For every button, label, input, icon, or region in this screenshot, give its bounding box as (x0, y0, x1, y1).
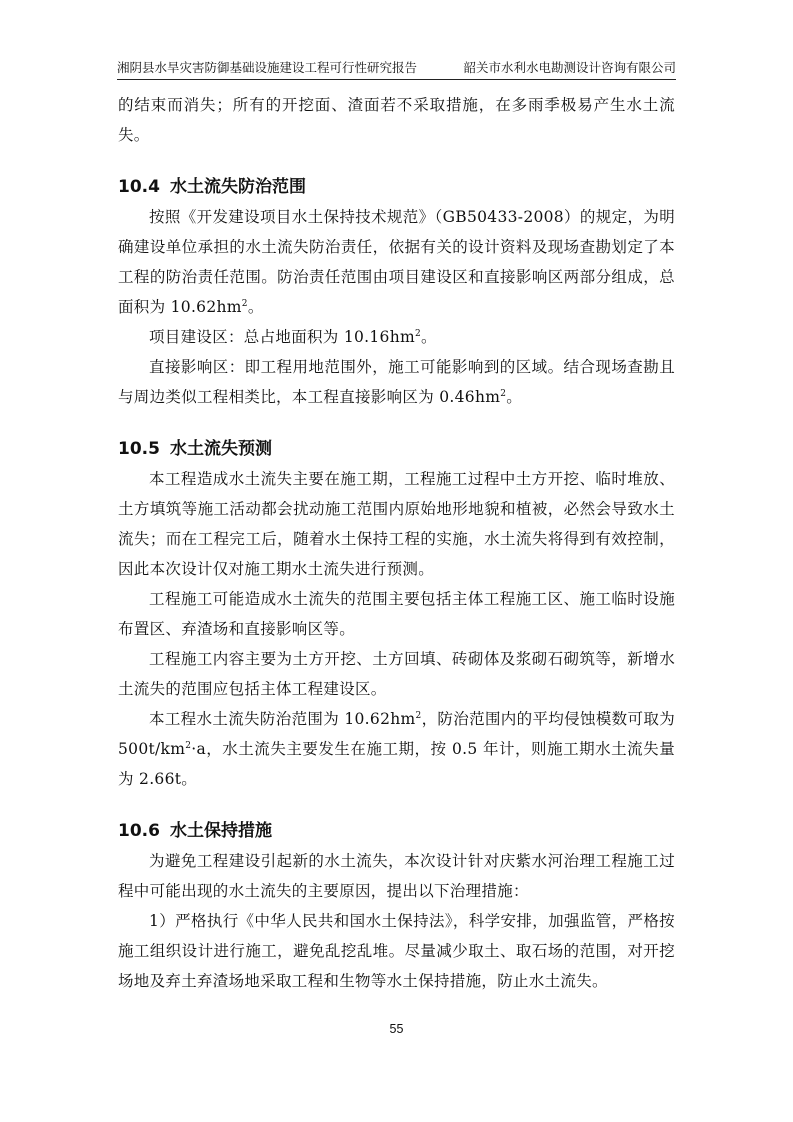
s105-paragraph-4 (118, 704, 675, 794)
text: 本工程水土流失防治范围为 10.62hm (149, 710, 416, 728)
text: 按照《开发建设项目水土保持技术规范》（GB50433-2008）的规定，为明确建设单位承担的水土流失防治责任，依据有关的设计资料及现场查勘划定了本工程的防治责任范围。防治责任范围由项目建设区和直接影响区两部分组成，总面积为 10.62hm (118, 208, 675, 316)
section-title: 水土流失预测 (169, 439, 272, 459)
section-number: 10.6 (118, 821, 160, 841)
superscript: 2 (185, 740, 192, 751)
section-title: 水土流失防治范围 (169, 177, 306, 197)
section-title: 水土保持措施 (169, 821, 272, 841)
header-right-company: 韶关市水利水电勘测设计咨询有限公司 (463, 60, 676, 75)
s105-paragraph-2: 工程施工可能造成水土流失的范围主要包括主体工程施工区、施工临时设施布置区、弃渣场和直接影响区等。 (118, 590, 675, 638)
text: 直接影响区：即工程用地范围外，施工可能影响到的区域。结合现场查勘且与周边类似工程相类比，本工程直接影响区为 0.46hm (118, 358, 675, 406)
section-number: 10.5 (118, 439, 160, 459)
s104-paragraph-2 (118, 322, 675, 352)
text: 项目建设区：总占地面积为 10.16hm (149, 328, 415, 346)
header-left-title: 湘阴县水旱灾害防御基础设施建设工程可行性研究报告 (117, 60, 418, 75)
superscript: 2 (415, 710, 422, 721)
section-10-6-heading (118, 816, 675, 846)
s105-paragraph-1: 本工程造成水土流失主要在施工期，工程施工过程中土方开挖、临时堆放、土方填筑等施工活动都会扰动施工范围内原始地形地貌和植被，必然会导致水土流失；而在工程完工后，随着水土保持工程的实施，水土流失将得到有效控制，因此本次设计仅对施工期水土流失进行预测。 (118, 470, 675, 578)
page-header (117, 54, 676, 80)
s106-paragraph-1: 为避免工程建设引起新的水土流失，本次设计针对庆紫水河治理工程施工过程中可能出现的水土流失的主要原因，提出以下治理措施： (118, 852, 675, 900)
superscript: 2 (414, 328, 422, 339)
section-number: 10.4 (118, 177, 160, 197)
text: 。 (506, 388, 523, 406)
section-10-4-heading (118, 172, 675, 202)
s104-paragraph-3 (118, 352, 675, 412)
page-body (118, 90, 675, 996)
s104-paragraph-1 (118, 202, 675, 322)
text: 。 (247, 298, 264, 316)
superscript: 2 (241, 298, 248, 309)
section-10-5-heading (118, 434, 675, 464)
text: ·a，水土流失主要发生在施工期，按 0.5 年计，则施工期水土流失量为 2.66t。 (118, 740, 675, 788)
s105-paragraph-3: 工程施工内容主要为土方开挖、土方回填、砖砌体及浆砌石砌筑等，新增水土流失的范围应包括主体工程建设区。 (118, 650, 675, 698)
s106-paragraph-2: 1）严格执行《中华人民共和国水土保持法》，科学安排，加强监管，严格按施工组织设计进行施工，避免乱挖乱堆。尽量减少取土、取石场的范围，对开挖场地及弃土弃渣场地采取工程和生物等水土保持措施，防止水土流失。 (118, 912, 675, 990)
text: 。 (421, 328, 437, 346)
intro-paragraph: 的结束而消失；所有的开挖面、渣面若不采取措施，在多雨季极易产生水土流失。 (118, 96, 675, 144)
page-number: 55 (389, 1022, 404, 1036)
superscript: 2 (500, 388, 507, 399)
text: ，防治范围内的平均侵蚀模数可取为 500t/km (118, 710, 675, 758)
